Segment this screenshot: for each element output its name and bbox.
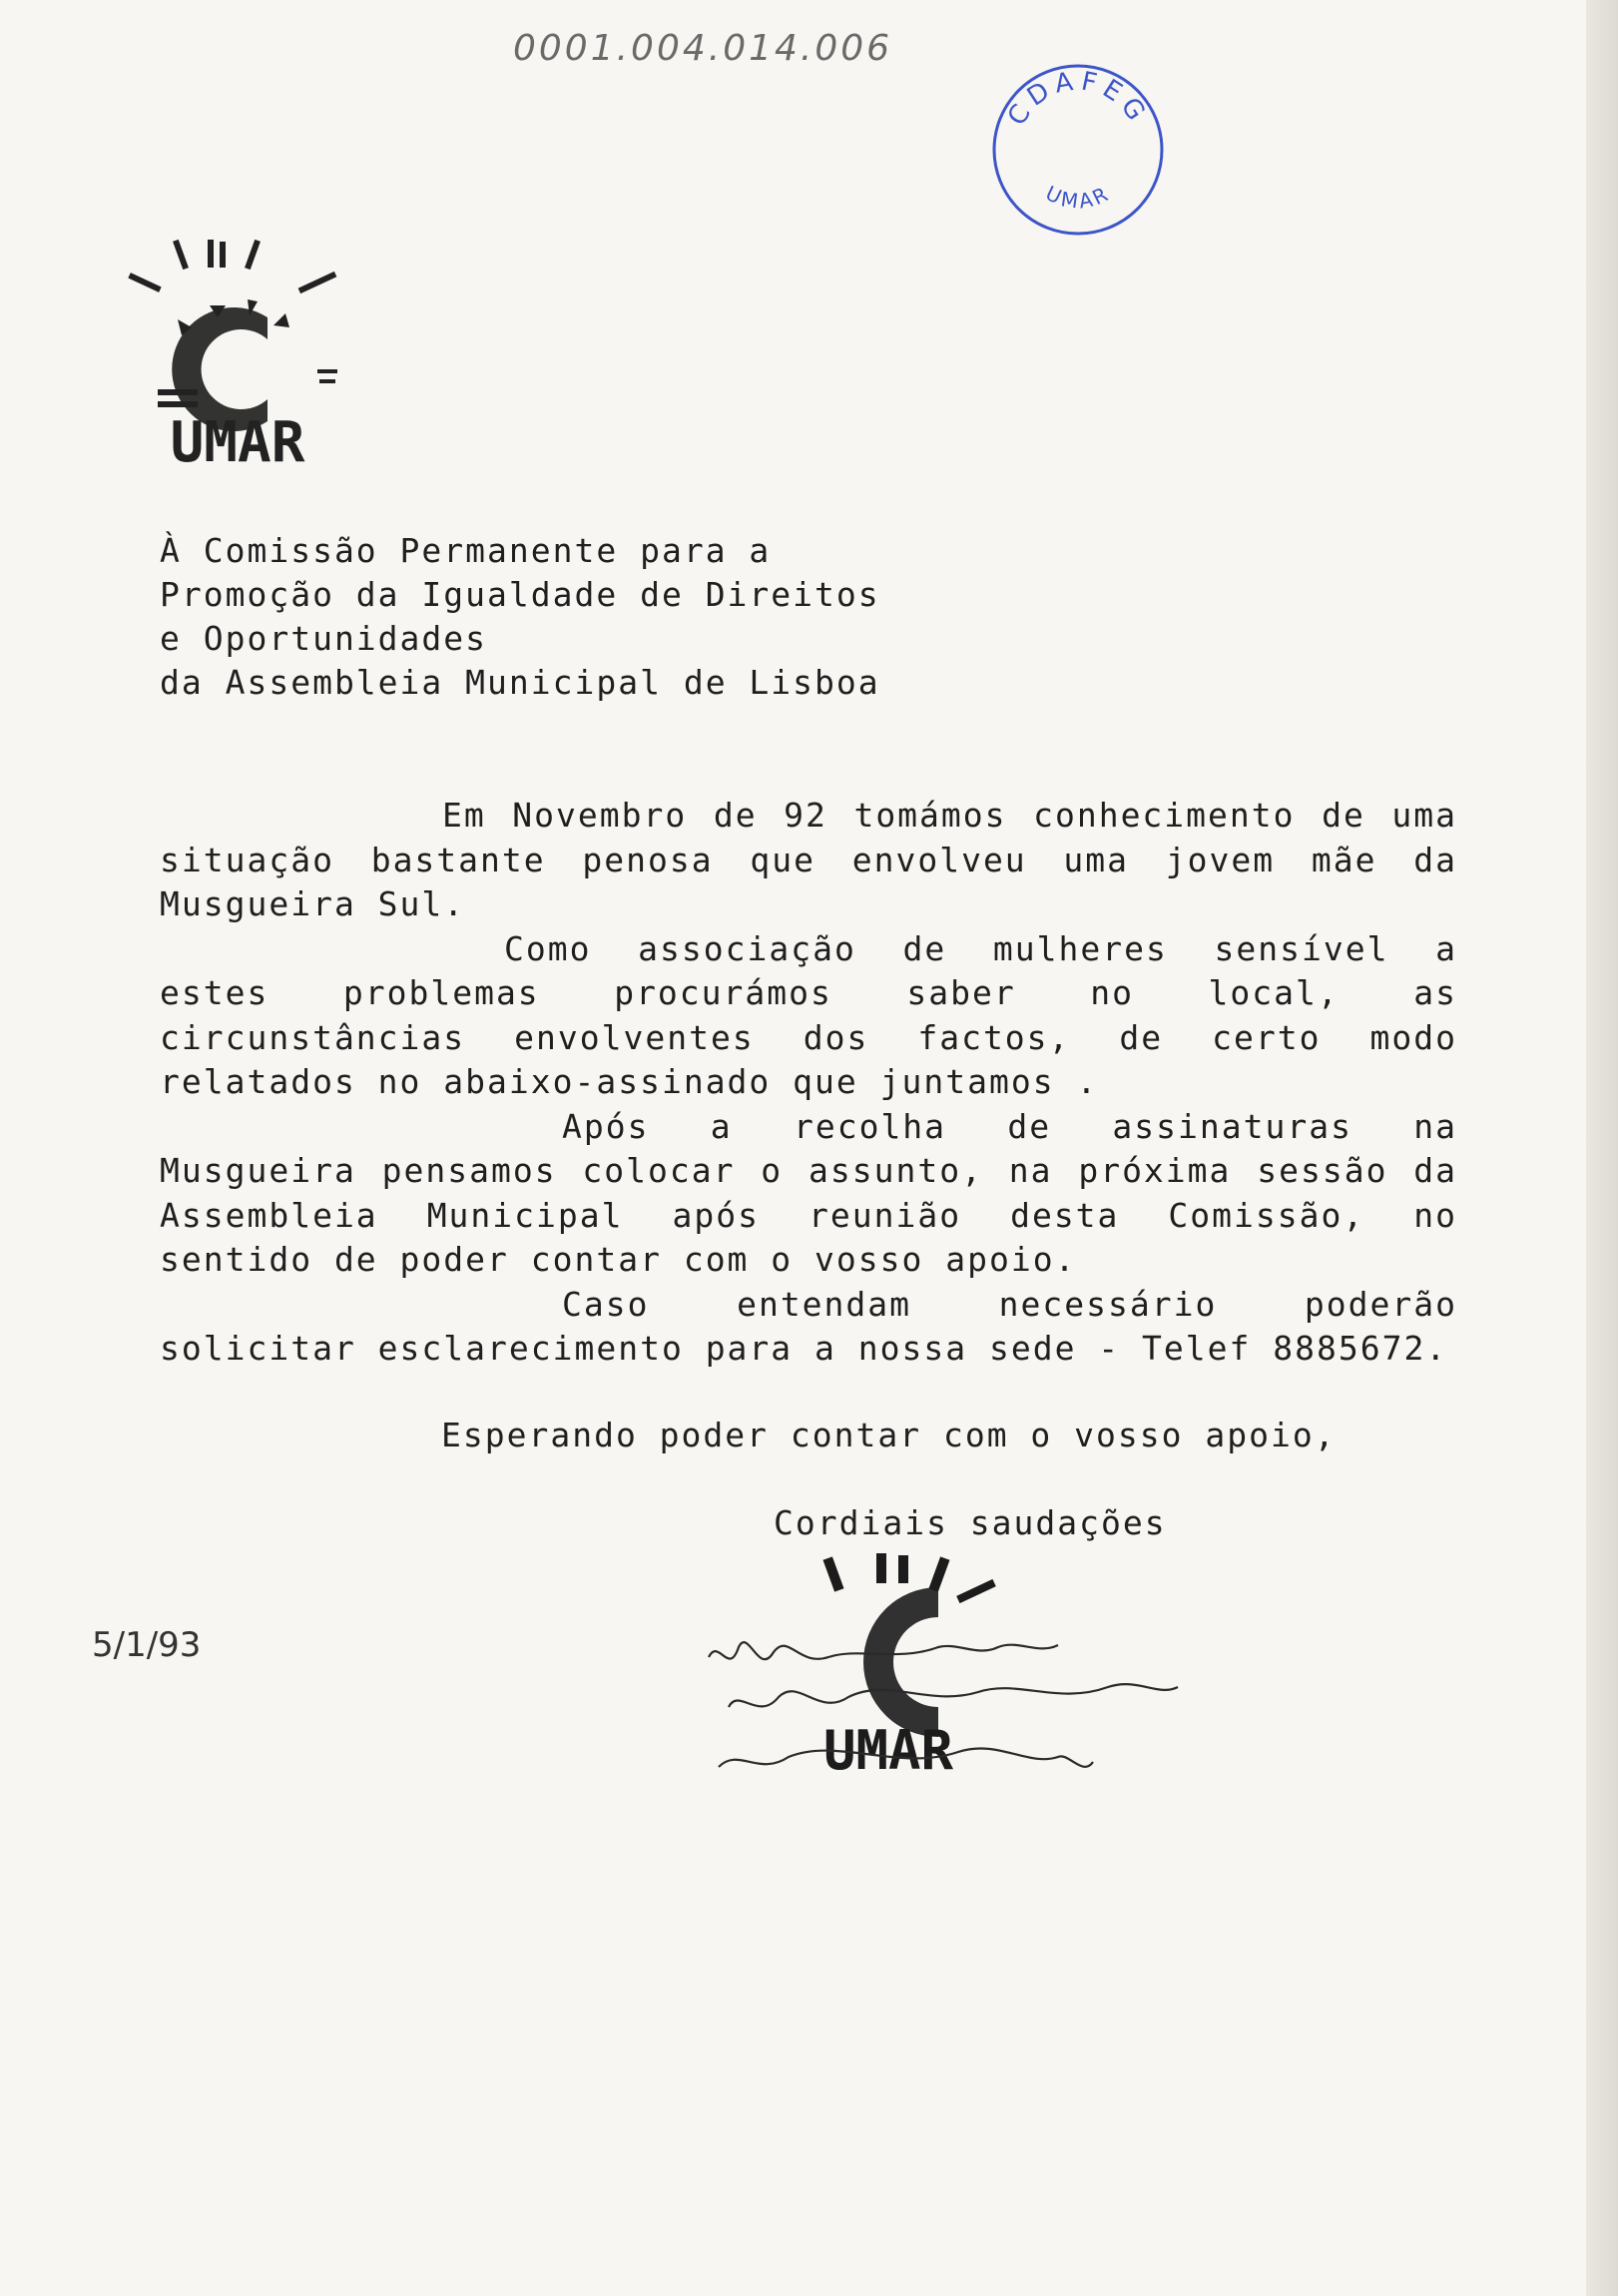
- addressee-block: [160, 529, 880, 705]
- addressee-line: Promoção da Igualdade de Direitos: [160, 575, 880, 614]
- closing-line: Esperando poder contar com o vosso apoio,: [441, 1416, 1337, 1454]
- stamp-top-text: CDAFEG: [1001, 66, 1155, 132]
- handwritten-date: 5/1/93: [92, 1625, 202, 1665]
- paragraph: Como associação de mulheres sensível a estes problemas procurámos saber no local, as circunstâncias envolventes dos factos, de certo modo relatados no abaixo-assinado que juntamos .: [160, 928, 1457, 1101]
- stamp-bottom-text: UMAR: [1041, 181, 1115, 214]
- paragraph: Após a recolha de assinaturas na Musgueira pensamos colocar o assunto, na próxima sessão da Assembleia Municipal após reunião desta Comissão, no sentido de poder contar com o vosso apoio.: [160, 1106, 1457, 1279]
- paragraph: Em Novembro de 92 tomámos conhecimento de uma situação bastante penosa que envolveu uma jovem mãe da Musgueira Sul.: [160, 796, 1457, 923]
- greeting-line: Cordiais saudações: [774, 1503, 1167, 1542]
- cdafeg-stamp: [988, 60, 1168, 240]
- signature-logo-text: UMAR: [822, 1719, 954, 1782]
- umar-logo: [118, 240, 357, 469]
- signature-block: [699, 1547, 1258, 1827]
- archive-code: 0001.004.014.006: [513, 28, 893, 69]
- addressee-line: e Oportunidades: [160, 619, 488, 658]
- page-edge: [1586, 0, 1618, 2296]
- svg-text:UMAR: [1042, 181, 1114, 214]
- svg-text:CDAFEG: [1002, 66, 1154, 131]
- letter-body: [160, 794, 1457, 1372]
- logo-text: UMAR: [170, 410, 305, 469]
- addressee-line: da Assembleia Municipal de Lisboa: [160, 663, 880, 702]
- paragraph: Caso entendam necessário poderão solicitar esclarecimento para a nossa sede - Telef 8885672.: [160, 1284, 1457, 1368]
- addressee-line: À Comissão Permanente para a: [160, 531, 772, 570]
